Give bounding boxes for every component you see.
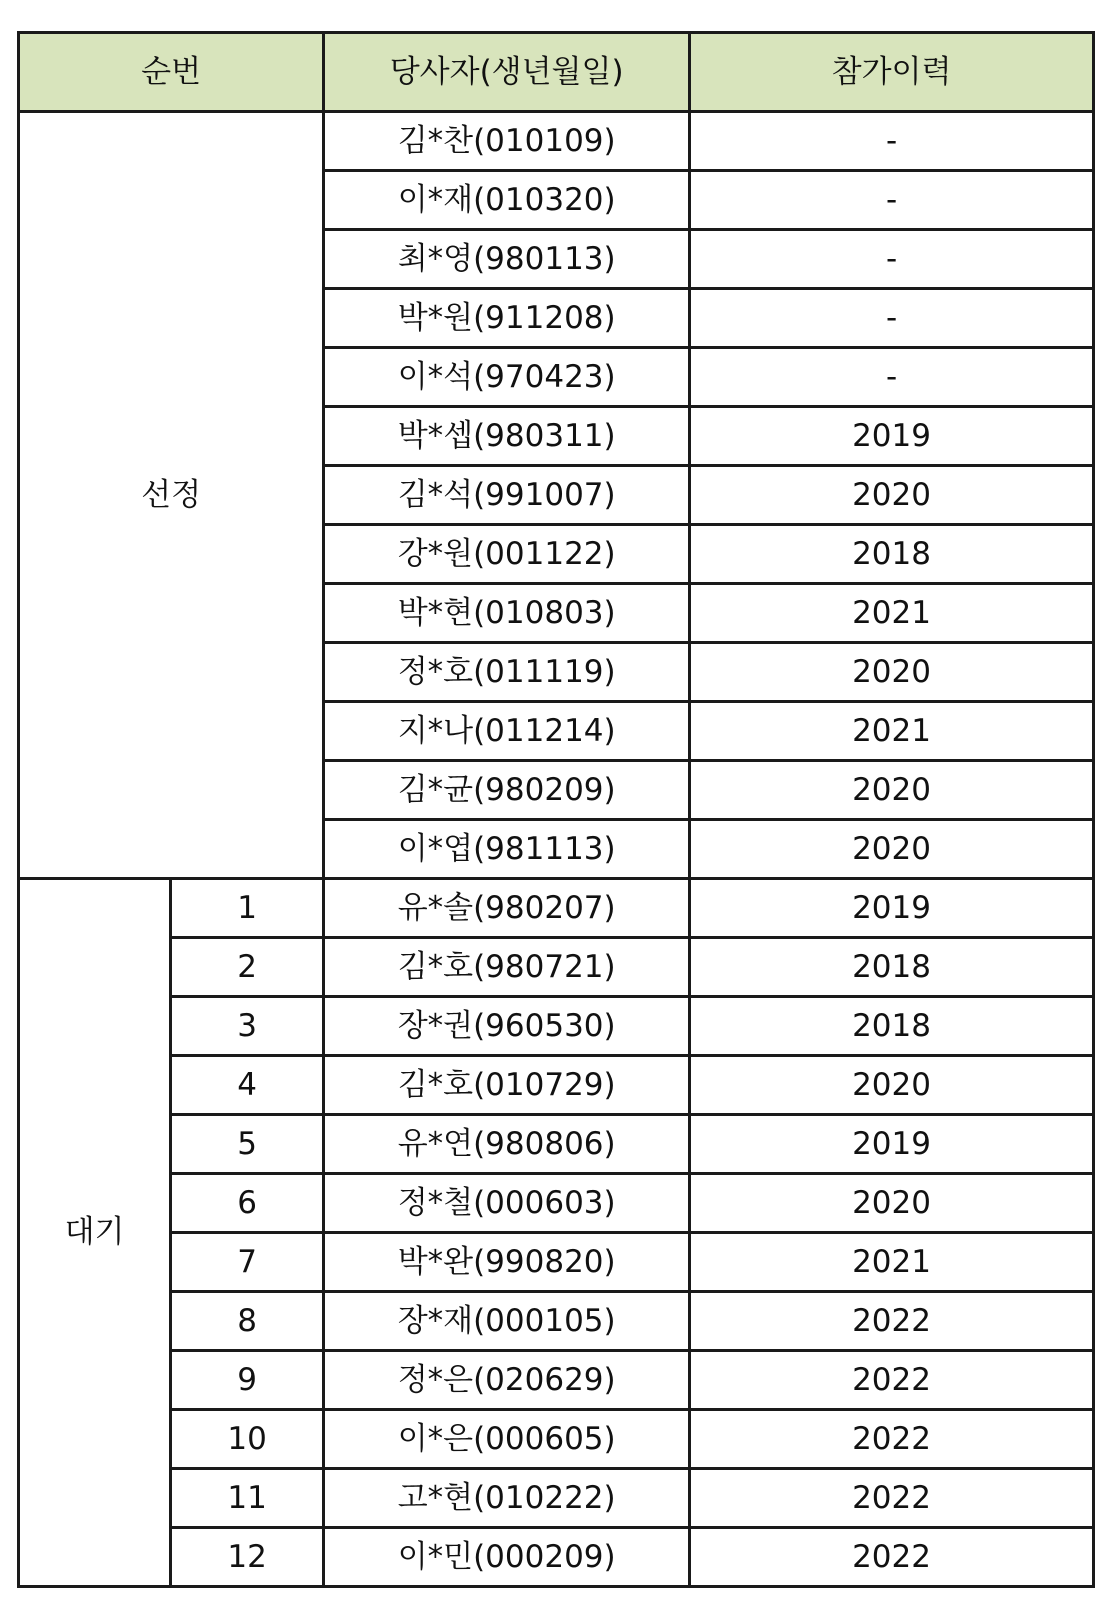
waitlist-number-cell: 4 [171, 1056, 324, 1115]
party-cell: 강*원(001122) [324, 525, 690, 584]
history-cell: 2020 [690, 820, 1094, 879]
waitlist-number-cell: 9 [171, 1351, 324, 1410]
table-row [19, 1351, 1094, 1410]
table-row [19, 1469, 1094, 1528]
party-cell: 이*은(000605) [324, 1410, 690, 1469]
party-cell: 장*재(000105) [324, 1292, 690, 1351]
header-party: 당사자(생년월일) [324, 33, 690, 112]
history-cell: 2018 [690, 997, 1094, 1056]
party-cell: 박*현(010803) [324, 584, 690, 643]
group-label-waitlist: 대기 [19, 879, 171, 1587]
waitlist-number-cell: 7 [171, 1233, 324, 1292]
party-cell: 정*철(000603) [324, 1174, 690, 1233]
history-cell: 2022 [690, 1292, 1094, 1351]
history-cell: - [690, 230, 1094, 289]
table-row [19, 1410, 1094, 1469]
party-cell: 지*나(011214) [324, 702, 690, 761]
history-cell: 2021 [690, 584, 1094, 643]
waitlist-number-cell: 1 [171, 879, 324, 938]
group-label-selected: 선정 [19, 112, 324, 879]
party-cell: 김*석(991007) [324, 466, 690, 525]
selection-table [17, 31, 1095, 1588]
table-row [19, 1115, 1094, 1174]
waitlist-number-cell: 2 [171, 938, 324, 997]
waitlist-number-cell: 3 [171, 997, 324, 1056]
waitlist-number-cell: 11 [171, 1469, 324, 1528]
party-cell: 이*민(000209) [324, 1528, 690, 1587]
header-history: 참가이력 [690, 33, 1094, 112]
history-cell: - [690, 112, 1094, 171]
party-cell: 고*현(010222) [324, 1469, 690, 1528]
waitlist-number-cell: 8 [171, 1292, 324, 1351]
party-cell: 이*엽(981113) [324, 820, 690, 879]
history-cell: 2022 [690, 1410, 1094, 1469]
history-cell: 2022 [690, 1351, 1094, 1410]
history-cell: 2020 [690, 643, 1094, 702]
table-row [19, 1233, 1094, 1292]
history-cell: 2018 [690, 525, 1094, 584]
waitlist-number-cell: 10 [171, 1410, 324, 1469]
table-row [19, 1056, 1094, 1115]
waitlist-number-cell: 12 [171, 1528, 324, 1587]
waitlist-number-cell: 5 [171, 1115, 324, 1174]
history-cell: 2020 [690, 1056, 1094, 1115]
history-cell: 2021 [690, 702, 1094, 761]
table-body [19, 112, 1094, 1587]
party-cell: 유*연(980806) [324, 1115, 690, 1174]
history-cell: 2021 [690, 1233, 1094, 1292]
history-cell: 2020 [690, 1174, 1094, 1233]
history-cell: 2019 [690, 1115, 1094, 1174]
party-cell: 최*영(980113) [324, 230, 690, 289]
party-cell: 김*호(010729) [324, 1056, 690, 1115]
party-cell: 유*솔(980207) [324, 879, 690, 938]
history-cell: - [690, 348, 1094, 407]
history-cell: - [690, 171, 1094, 230]
party-cell: 이*재(010320) [324, 171, 690, 230]
table-row [19, 938, 1094, 997]
history-cell: 2020 [690, 761, 1094, 820]
table-row [19, 1174, 1094, 1233]
table-row [19, 879, 1094, 938]
waitlist-number-cell: 6 [171, 1174, 324, 1233]
history-cell: 2020 [690, 466, 1094, 525]
history-cell: 2022 [690, 1469, 1094, 1528]
history-cell: 2022 [690, 1528, 1094, 1587]
party-cell: 정*호(011119) [324, 643, 690, 702]
history-cell: 2018 [690, 938, 1094, 997]
party-cell: 김*찬(010109) [324, 112, 690, 171]
party-cell: 박*완(990820) [324, 1233, 690, 1292]
table-row [19, 997, 1094, 1056]
party-cell: 장*권(960530) [324, 997, 690, 1056]
party-cell: 이*석(970423) [324, 348, 690, 407]
party-cell: 박*셉(980311) [324, 407, 690, 466]
table-row [19, 1292, 1094, 1351]
table-row [19, 1528, 1094, 1587]
history-cell: 2019 [690, 407, 1094, 466]
header-order: 순번 [19, 33, 324, 112]
party-cell: 박*원(911208) [324, 289, 690, 348]
history-cell: 2019 [690, 879, 1094, 938]
header-row [19, 33, 1094, 112]
party-cell: 김*균(980209) [324, 761, 690, 820]
party-cell: 김*호(980721) [324, 938, 690, 997]
party-cell: 정*은(020629) [324, 1351, 690, 1410]
table-row [19, 112, 1094, 171]
history-cell: - [690, 289, 1094, 348]
